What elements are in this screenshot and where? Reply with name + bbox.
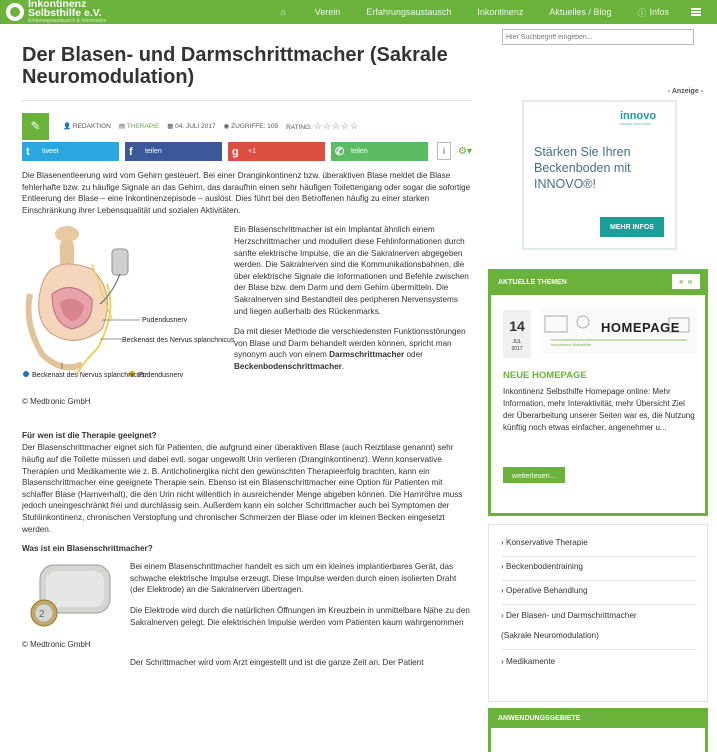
article-meta [22,111,472,141]
paragraph-cut: Der Schrittmacher wird vom Arzt eingestellt und ist die ganze Zeit an. Der Patient [130,658,424,668]
device-section [22,561,472,651]
facebook-icon: f [129,145,133,158]
whatsapp-icon: ✆ [335,146,345,158]
image1-credit: © Medtronic GmbH [22,397,91,407]
share-info-button[interactable]: i [437,142,451,160]
google-share-button[interactable] [228,142,325,161]
device-text [130,561,472,628]
implant-text [234,224,472,372]
article-title: Der Blasen- und Darmschrittmacher (Sakrale Neuromodulation) [22,44,448,88]
implant-p2-darmschrittmacher: Darmschrittmacher [329,350,405,360]
ad-label: - Anzeige - [667,88,703,95]
link-schrittmacher[interactable]: › Der Blasen- und Darmschrittmacher [501,611,637,620]
search-area [488,24,708,58]
hamburger-menu-icon[interactable] [691,8,701,16]
link-beckenbodentraining[interactable]: › Beckenbodentraining [501,562,583,571]
meta-date-text: 04. JULI 2017 [175,123,216,130]
intro-paragraph: Die Blasenentleerung wird vom Gehirn gesteuert. Bei einer Dranginkontinenz bzw. überaktiven Blase meldet die Blase fehlerhafte bzw. zu häufige Signale an das Gehirn, das daraufhin einen sehr häufigen Toilettengang oder sogar die sofortige Entleerung der Blase – eine Inkontinenzepisode – auslöst. Dies führt bei den Betroffenen häufig zu einer starken Einschränkung ihrer Lebensqualität und sozialen Aktivitäten. [22,171,471,215]
nav-erfahrungsaustausch[interactable]: Erfahrungsaustausch [366,7,452,17]
read-more-button[interactable]: weiterlesen... [503,467,565,483]
google-plus-icon: g [232,145,239,158]
meta-author: 👤 REDAKTION [63,123,111,130]
link-schrittmacher-line2[interactable]: (Sakrale Neuromodulation) [501,631,599,640]
meta-category-text[interactable]: THERAPIE [126,123,160,130]
meta-date: ▦ 04. JULI 2017 [167,123,216,130]
meta-hits-text: ZUGRIFFE: 105 [231,123,279,130]
search-input[interactable] [502,29,694,45]
sidebar [488,24,708,722]
meta-category[interactable]: ▤ THERAPIE [118,123,160,130]
twitter-icon: t [26,145,30,158]
site-logo[interactable] [6,2,106,22]
therapy-links-list [488,524,708,702]
news-date-month: JUL [512,339,522,345]
label-beckenast-mid: Beckenast des Nervus splanchnicus [122,337,235,345]
implant-p2-beckenboden: Beckenbodenschrittmacher [234,361,342,371]
innovo-logo-sub: stronger from inside [620,122,651,126]
homepage-image-label: HOMEPAGE [601,320,680,335]
carousel-arrows-icon[interactable]: « » [672,274,700,289]
link-operative-behandlung[interactable]: › Operative Behandlung [501,586,588,595]
pin-icon: ✎ [30,119,41,133]
ad-more-info-button[interactable]: MEHR INFOS [600,217,664,237]
meta-author-text: REDAKTION [72,123,111,130]
news-date-year: 2017 [511,346,523,352]
link-operative-label: Operative Behandlung [506,586,588,595]
share-bar [22,142,472,161]
implant-paragraph-1: Ein Blasenschrittmacher ist ein Implantat ähnlich einem Herzschrittmacher und moduliert diese Fehlinformationen durch sanfte elektrische Impulse, die an die Sakralnerven abgegeben werden. Die Sakralnerven sind die Kommunikationsbahnen, die über elektrische Signale die Informationen und Befehle zwischen der Blase bzw. dem Darm und dem Gehirn übermitteln. Die Sakralnerven sind Bestandteil des peripheren Nervensystems und liegen außerhalb des Rückenmarks. [234,225,469,316]
logo-subline: Erfahrungsaustausch & Information [28,18,107,24]
meta-rating [286,121,359,132]
meta-hits: ◉ ZUGRIFFE: 105 [223,123,279,130]
logo-line1: Inkontinenz [28,0,87,10]
nav-aktuelles-blog[interactable]: Aktuelles / Blog [549,7,612,17]
nav-verein[interactable]: Verein [314,7,341,17]
meta-rating-label: RATING: [286,123,312,131]
link-medikamente[interactable]: › Medikamente [501,657,556,666]
logo-icon [6,3,24,21]
rating-stars-icon[interactable]: ☆☆☆☆☆ [313,120,360,131]
whatsapp-share-button[interactable] [331,142,428,161]
link-divider [501,649,697,650]
link-konservative-therapie[interactable]: › Konservative Therapie [501,538,588,547]
link-konservative-label: Konservative Therapie [506,538,588,547]
pin-badge [22,113,49,140]
innovo-ad[interactable] [522,100,677,250]
nav-infos[interactable] [637,6,669,19]
main-nav [254,0,701,24]
current-topics-header [488,269,708,295]
innovo-logo: innovo [620,110,657,122]
homepage-image-sub: Inkontinenz Selbsthilfe [551,342,592,347]
link-medikamente-label: Medikamente [506,657,556,666]
paragraph-fuer-wen: Der Blasenschrittmacher eignet sich für Patienten, die aufgrund einer überaktiven Blase (auch Reizblase genannt) sehr häufig auf die Toilette müssen und dabei evtl. sogar ungewollt Urin verlieren (Dranginkontinenz). Wenn konservative Therapien und Medikamente wie z. B. Anticholinergika nicht den gewünschten Therapieerfolg brachten, kann ein Blasenschrittmacher eine geeignete Therapie sein. Ebenso ist ein Blasenschrittmacher eine Option für Patienten mit schlaffer Blase (Harnverhalt), die den Urin nicht willentlich in ausreichender Menge abgeben können. Die Harnröhre muss jedoch uneingeschränkt frei und durchlässig sein. Außerdem kann ein solcher Schrittmacher auch bei Symptomen der Stuhlinkontinenz, chronischen Verstopfung und chronischer Schmerzen der Blase oder im kleinen Becken eingesetzt werden. [22,443,463,534]
current-topics-panel [488,269,708,516]
pelvis-nerve-illustration [22,224,235,392]
label-beckenast-bottom: Beckenast des Nervus splanchnicus [32,372,145,380]
application-areas-panel [488,708,708,752]
google-share-label: +1 [248,148,256,155]
news-date-day: 14 [509,318,525,334]
news-date-box [503,310,531,358]
info-icon: ⓘ [637,7,647,18]
news-title-link[interactable]: NEUE HOMEPAGE [503,370,587,381]
logo-line2: Selbsthilfe e.V. [28,7,102,19]
application-areas-header: ANWENDUNGSGEBIETE [488,708,708,728]
svg-text:2: 2 [39,609,45,621]
device-paragraph-1: Bei einem Blasenschrittmacher handelt es sich um ein kleines implantierbares Gerät, das schwache elektrische Impulse erzeugt. Diese Impulse werden durch einen isolierten Draht (der Elektrode) an die Sakralnerven übertragen. [130,562,457,595]
share-settings-gear-icon[interactable]: ⚙▾ [458,146,472,157]
home-icon: ⌂ [280,7,286,17]
nav-infos-label: Infos [649,7,669,17]
ad-headline: Stärken Sie Ihren Beckenboden mit INNOVO®! [534,145,631,191]
implant-p2-a: Da mit dieser Methode die verschiedensten Funktionsstörungen von Blase und Darm behandelt werden können, spricht man synonym auch von einem [234,327,466,360]
pacemaker-device-image [22,561,122,627]
facebook-share-label: teilen [145,148,162,155]
current-topics-title: AKTUELLE THEMEN [498,278,567,286]
heading-fuer-wen: Für wen ist die Therapie geeignet? [22,431,157,441]
nav-inkontinenz[interactable]: Inkontinenz [477,7,524,17]
implant-p2-e: . [341,361,345,371]
implant-p2-c: oder [404,350,423,360]
device-paragraph-2: Die Elektrode wird durch die natürlichen Öffnungen im Kreuzbein in unmittelbare Nähe zu den Sakralnerven gelegt. Die elektrischen Impulse werden vom Patienten kaum wahrgenommen [130,605,470,627]
label-pudendusnerv-bottom: Pudendusnerv [138,372,184,380]
news-excerpt: Inkontinenz Selbsthilfe Homepage online: Mehr Information, mehr Interaktivität, mehr Übersicht Ziel der Überarbeitung unserer Seiten war es, die Nutzung künftig noch etwas einfacher, angenehmer u... [503,387,695,432]
implant-section [22,224,472,422]
top-navbar [0,0,717,24]
twitter-share-button[interactable] [22,142,119,161]
twitter-share-label: tweet [42,148,59,155]
link-divider [501,604,697,605]
heading-was-ist: Was ist ein Blasenschrittmacher? [22,544,153,554]
nav-home[interactable] [280,7,288,17]
title-divider [22,100,472,101]
label-pudendusnerv-top: Pudendusnerv [142,317,188,325]
link-schrittmacher-label: Der Blasen- und Darmschrittmacher [506,611,637,620]
link-divider [501,580,697,581]
homepage-news-image[interactable] [541,308,697,354]
image2-credit: © Medtronic GmbH [22,640,91,650]
facebook-share-button[interactable] [125,142,222,161]
article [22,24,472,669]
link-divider [501,556,697,557]
link-beckenboden-label: Beckenbodentraining [506,562,583,571]
whatsapp-share-label: teilen [351,148,368,155]
implant-paragraph-2 [234,326,472,372]
